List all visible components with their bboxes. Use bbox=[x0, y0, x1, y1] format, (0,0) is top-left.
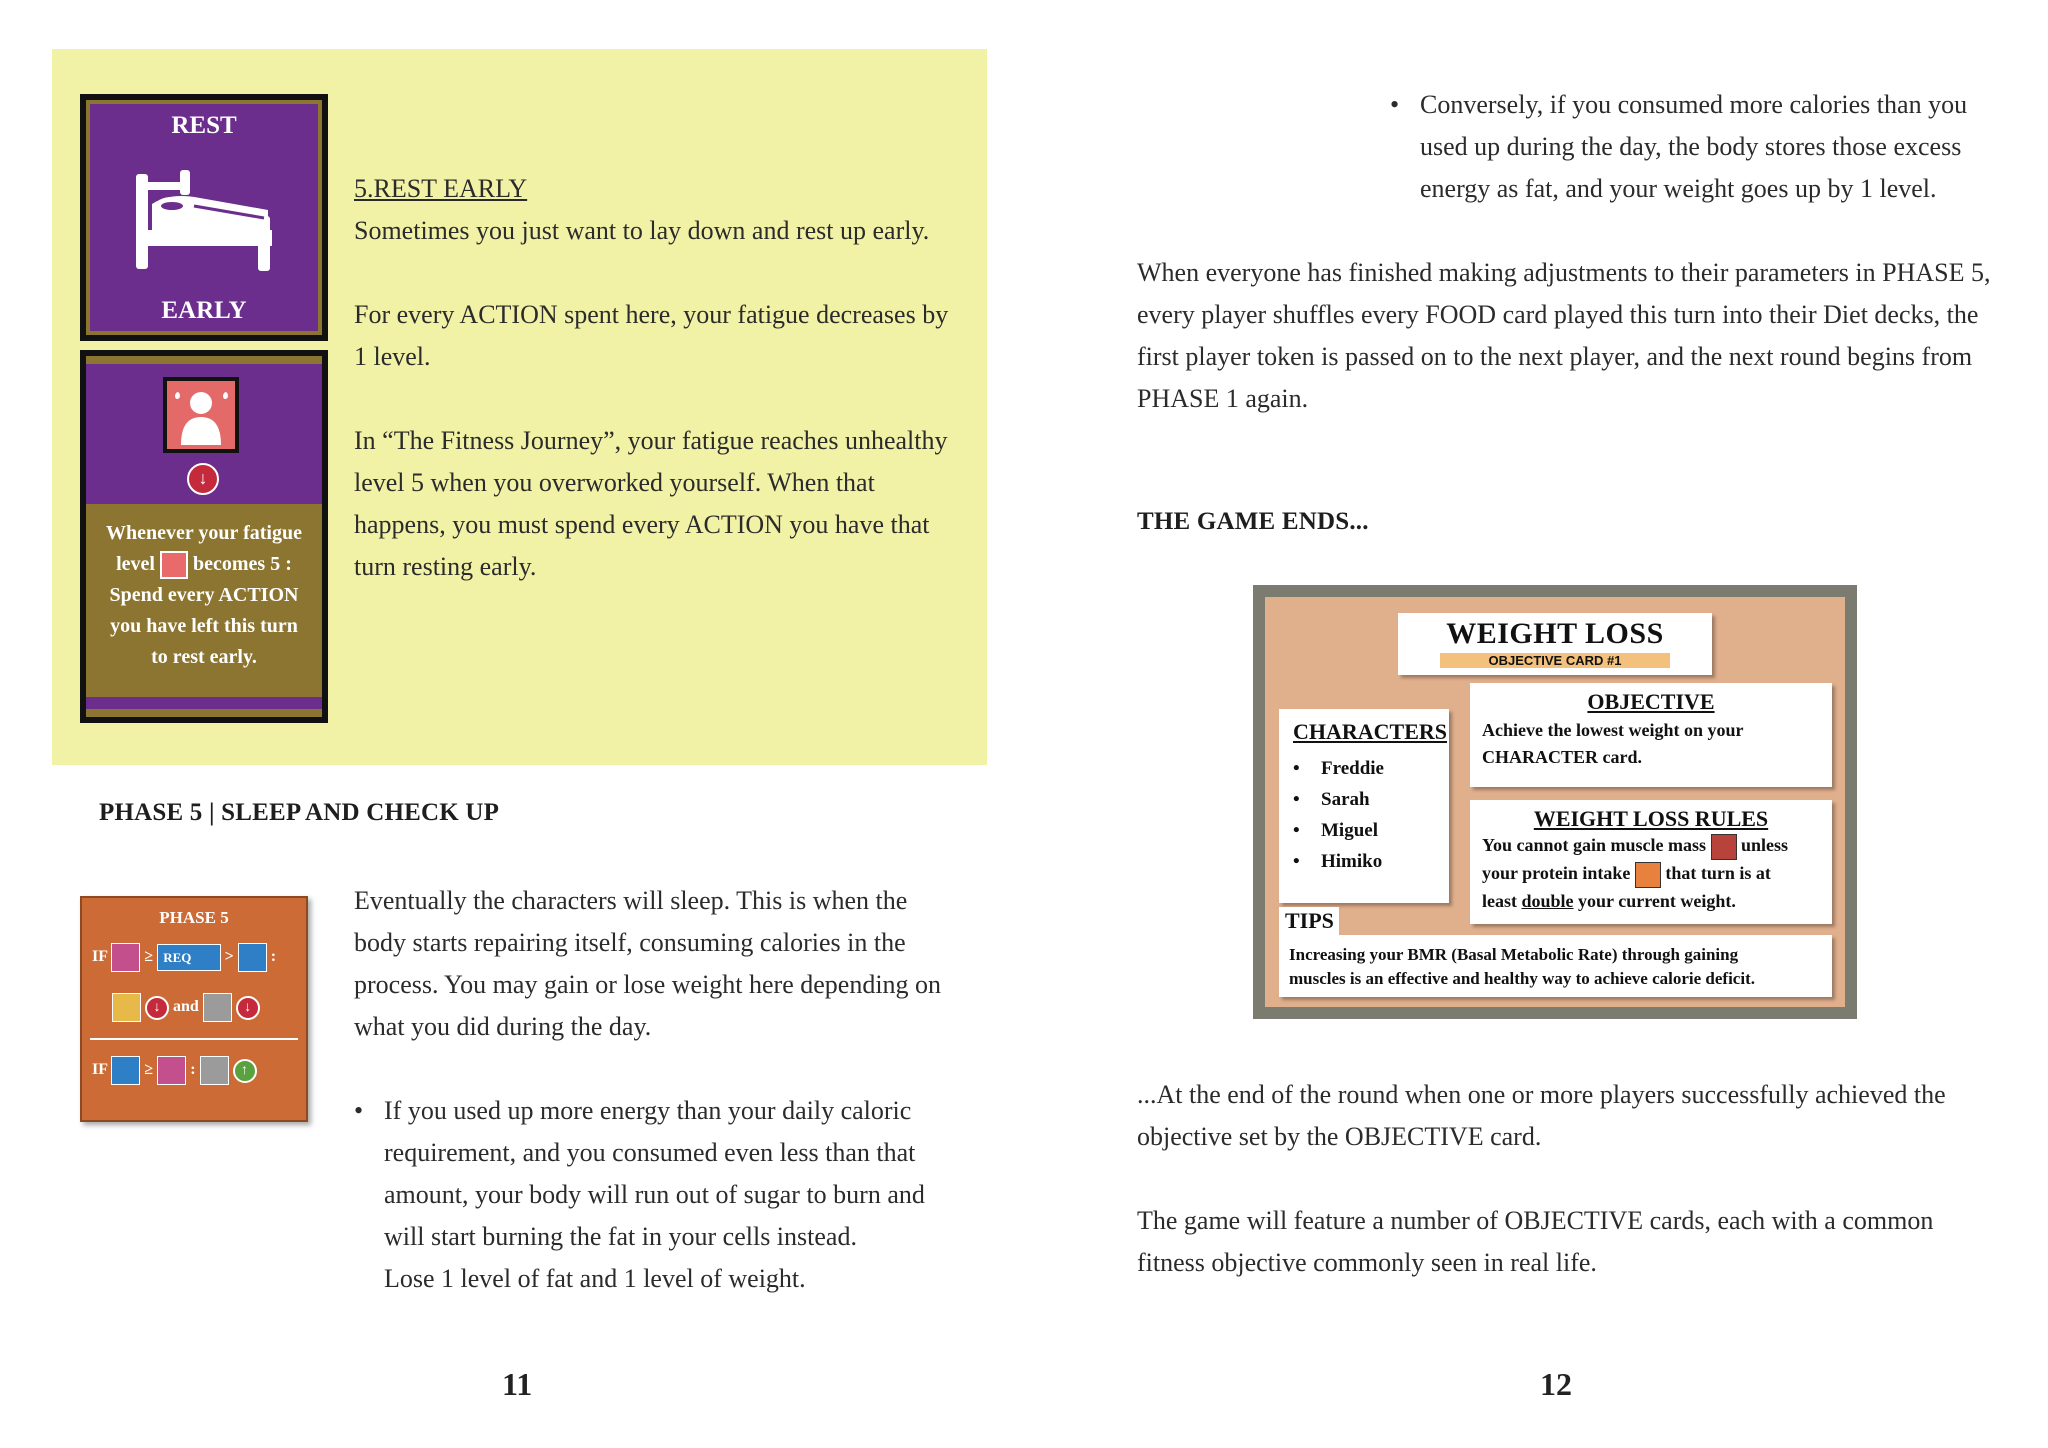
game-end-paragraph: ...At the end of the round when one or more players successfully achieved the objective set by the OBJECTIVE card. The game will feature a number of OBJECTIVE cards, each with a common fitness objective commonly seen in real life. bbox=[1137, 1080, 1946, 1277]
character-item: • Sarah bbox=[1293, 784, 1449, 815]
weight-loss-objective-card bbox=[1253, 585, 1857, 1019]
phase-divider bbox=[90, 1038, 298, 1040]
rest-early-section: 5.REST EARLY Sometimes you just want to lay down and rest up early. For every ACTION spent here, your fatigue decreases by 1 level. In “The Fitness Journey”, your fatigue reaches unhealthy level 5 when you overworked yourself. When that happens, you must spend every ACTION you have that turn resting early. bbox=[354, 168, 964, 588]
down-arrow-icon: ↓ bbox=[145, 996, 169, 1020]
phase-card-title: PHASE 5 bbox=[159, 908, 229, 927]
phase-bullet-lose: • If you used up more energy than your daily caloric requirement, and you consumed even less than that amount, your body will run out of sugar to burn and will start burning the fat in your cells instead. Lose 1 level of fat and 1 level of weight. bbox=[354, 1096, 925, 1293]
kcal-burned-icon bbox=[111, 943, 140, 972]
weight-icon bbox=[200, 1056, 229, 1085]
end-of-round-paragraph: When everyone has finished making adjustments to their parameters in PHASE 5, every player shuffles every FOOD card played this turn into their Diet decks, the first player token is passed on to the next player, and the next round begins from PHASE 1 again. bbox=[1137, 258, 1991, 413]
rest-card-title-top: REST bbox=[171, 112, 237, 139]
objective-box bbox=[1470, 683, 1832, 787]
up-arrow-icon: ↑ bbox=[233, 1059, 257, 1083]
kcal-burned-icon bbox=[157, 1056, 186, 1085]
objective-card-title-box bbox=[1398, 613, 1712, 675]
tips-box bbox=[1279, 935, 1832, 997]
fatigue-rule-text: Whenever your fatigue level becomes 5 : Spend every ACTION you have left this turn to rest early. bbox=[106, 522, 302, 668]
weight-icon bbox=[203, 993, 232, 1022]
kcal-consumed-icon bbox=[111, 1056, 140, 1085]
objective-card-subtitle: OBJECTIVE CARD #1 bbox=[1440, 653, 1670, 668]
fatigue-icon bbox=[163, 377, 239, 453]
fatigue-icon-inline bbox=[160, 551, 188, 579]
characters-box bbox=[1279, 709, 1449, 903]
character-item: • Freddie bbox=[1293, 753, 1449, 784]
phase-row-1: IF ≥ REQ > : bbox=[92, 943, 276, 972]
phase-5-text: Eventually the characters will sleep. This is when the body starts repairing itself, consuming calories in the process. You may gain or lose weight here depending on what you did during the day. • If you used up more energy than your daily caloric requirement, and you consumed even less than that amount, your body will run out of sugar to burn and will start burning the fat in your cells instead. Lose 1 level of fat and 1 level of weight. bbox=[354, 880, 994, 1300]
protein-icon bbox=[1635, 862, 1661, 888]
rest-early-card bbox=[80, 94, 328, 341]
character-item: • Himiko bbox=[1293, 846, 1449, 877]
tips-label-box bbox=[1279, 907, 1339, 937]
weight-loss-rules-box bbox=[1470, 800, 1832, 924]
tips-heading: TIPS bbox=[1285, 908, 1334, 933]
page-number-left: 11 bbox=[502, 1366, 533, 1402]
phase-5-heading: PHASE 5 | SLEEP AND CHECK UP bbox=[99, 799, 500, 826]
phase-5-card bbox=[80, 896, 308, 1122]
phase-row-2: ↓ and ↓ bbox=[112, 993, 260, 1022]
rules-text: You cannot gain muscle mass unless your protein intake that turn is at least double your current weight. bbox=[1482, 835, 1789, 911]
fat-icon bbox=[112, 993, 141, 1022]
down-arrow-icon: ↓ bbox=[187, 463, 219, 495]
rules-heading: WEIGHT LOSS RULES bbox=[1533, 806, 1769, 831]
bed-icon bbox=[130, 164, 280, 274]
objective-heading: OBJECTIVE bbox=[1587, 689, 1715, 714]
objective-text: Achieve the lowest weight on your CHARACTER card. bbox=[1482, 720, 1744, 767]
req-kcal-badge: REQ bbox=[157, 944, 220, 971]
fatigue-rule-card bbox=[80, 350, 328, 723]
characters-list bbox=[1279, 745, 1449, 877]
characters-heading: CHARACTERS bbox=[1293, 719, 1448, 744]
kcal-consumed-icon bbox=[238, 943, 267, 972]
rest-early-heading: 5.REST EARLY bbox=[354, 174, 528, 203]
character-item: • Miguel bbox=[1293, 815, 1449, 846]
right-bullet-gain: • Conversely, if you consumed more calories than you used up during the day, the body stores those excess energy as fat, and your weight goes up by 1 level. bbox=[1390, 90, 1968, 203]
page-number-right: 12 bbox=[1540, 1366, 1572, 1402]
tips-text: Increasing your BMR (Basal Metabolic Rate) through gaining muscles is an effective and healthy way to achieve calorie deficit. bbox=[1289, 945, 1755, 988]
game-ends-heading: THE GAME ENDS... bbox=[1137, 508, 1369, 535]
objective-card-title: WEIGHT LOSS bbox=[1446, 617, 1664, 650]
muscle-icon bbox=[1711, 834, 1737, 860]
phase-row-3: IF ≥ : ↑ bbox=[92, 1056, 257, 1085]
rest-card-title-bottom: EARLY bbox=[161, 297, 247, 324]
down-arrow-icon: ↓ bbox=[236, 996, 260, 1020]
